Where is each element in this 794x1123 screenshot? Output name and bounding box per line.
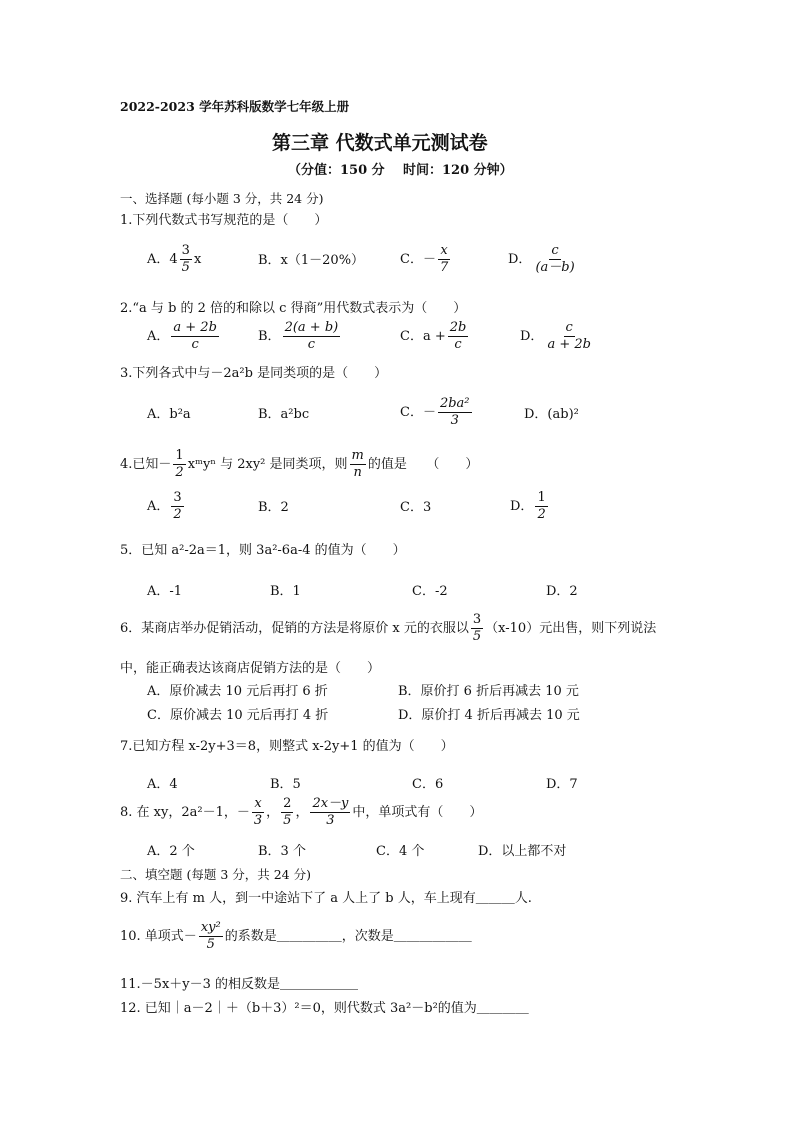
q1-option-b: B．x（1－20%） xyxy=(258,253,365,268)
q1-option-d: D． $\frac{c}{(a-b)}$ xyxy=(508,243,575,275)
q6-stem: 6．某商店举办促销活动，促销的方法是将原价 x 元的衣服以 $\frac{3}{5}$ （x-10）元出售，则下列说法 xyxy=(120,612,657,644)
q5-option-a: A．-1 xyxy=(147,584,183,599)
page-title: 第三章 代数式单元测试卷 xyxy=(272,132,488,154)
q10-text: 10. 单项式－ $\frac{\text{xy²}}{5}$ 的系数是＿＿＿＿＿，次数是＿＿＿＿＿＿ xyxy=(120,920,472,952)
q2-option-b: B． $\frac{2(a + b)}{c}$ xyxy=(258,320,339,352)
q3-stem: 3.下列各式中与－2a²b 是同类项的是（ ） xyxy=(120,366,388,381)
q6-stem-line2: 中，能正确表达该商店促销方法的是（ ） xyxy=(120,661,381,676)
q2-option-d: D． $\frac{c}{a + 2b}$ xyxy=(520,320,591,352)
q8-option-b: B．3 个 xyxy=(258,844,306,859)
q1-option-c: C．－ $\frac{x}{7}$ xyxy=(400,243,449,275)
score-info: （分值：150 分 xyxy=(288,163,385,178)
q9-text: 9. 汽车上有 m 人，到一中途站下了 a 人上了 b 人，车上现有＿＿＿人. xyxy=(120,891,532,906)
q6-option-b: B．原价打 6 折后再减去 10 元 xyxy=(398,684,579,699)
q4-stem: 4.已知－ $\frac{1}{2}$ xᵐyⁿ 与 2xy² 是同类项，则 $\frac{m}{n}$ 的值是 （ ） xyxy=(120,448,479,480)
q8-option-d: D．以上都不对 xyxy=(478,844,567,859)
section-heading-fill: 二、填空题 (每题 3 分，共 24 分) xyxy=(120,867,311,882)
q5-option-c: C．-2 xyxy=(412,584,448,599)
q3-option-c: C．－ $\frac{\text{2ba²}}{3}$ xyxy=(400,396,470,428)
q3-option-a: A．b²a xyxy=(147,407,191,422)
q2-option-c: C．a + $\frac{2b}{c}$ xyxy=(400,320,467,352)
q1-stem: 1.下列代数式书写规范的是（ ） xyxy=(120,213,328,228)
q1-option-a: A．4 $\frac{3}{5}$ x xyxy=(147,243,202,275)
q4-option-a: A． $\frac{3}{2}$ xyxy=(147,490,182,522)
section-heading-choice: 一、选择题 (每小题 3 分，共 24 分) xyxy=(120,191,324,206)
q2-stem: 2.“a 与 b 的 2 倍的和除以 c 得商”用代数式表示为（ ） xyxy=(120,301,467,316)
exam-subtitle: 2022-2023 学年苏科版数学七年级上册 xyxy=(120,99,350,114)
q12-text: 12. 已知｜a－2｜＋（b＋3）²＝0，则代数式 3a²－b²的值为＿＿＿＿ xyxy=(120,1001,529,1016)
q6-option-a: A．原价减去 10 元后再打 6 折 xyxy=(147,684,328,699)
q2-option-a: A． $\frac{a + 2b}{c}$ xyxy=(147,320,217,352)
q8-stem: 8. 在 xy，2a²－1，－ $\frac{x}{3}$ ， $\frac{2}{5}$ ， $\frac{2x-y}{3}$ 中，单项式有（ ） xyxy=(120,796,483,828)
time-info: 时间：120 分钟） xyxy=(403,163,513,178)
q4-option-c: C．3 xyxy=(400,500,432,515)
q5-option-b: B．1 xyxy=(270,584,301,599)
q5-option-d: D．2 xyxy=(546,584,578,599)
q7-option-c: C．6 xyxy=(412,777,444,792)
q4-option-d: D． $\frac{1}{2}$ xyxy=(510,490,546,522)
q7-stem: 7.已知方程 x-2y+3＝8，则整式 x-2y+1 的值为（ ） xyxy=(120,739,454,754)
q6-option-d: D．原价打 4 折后再减去 10 元 xyxy=(398,708,580,723)
q7-option-a: A．4 xyxy=(147,777,178,792)
q7-option-b: B．5 xyxy=(270,777,301,792)
q8-option-a: A．2 个 xyxy=(147,844,195,859)
q5-stem: 5．已知 a²-2a＝1，则 3a²-6a-4 的值为（ ） xyxy=(120,543,406,558)
q3-option-b: B．a²bc xyxy=(258,407,310,422)
q11-text: 11.－5x＋y－3 的相反数是＿＿＿＿＿＿ xyxy=(120,977,359,992)
q7-option-d: D．7 xyxy=(546,777,578,792)
q6-option-c: C．原价减去 10 元后再打 4 折 xyxy=(147,708,329,723)
q4-option-b: B．2 xyxy=(258,500,289,515)
q8-option-c: C．4 个 xyxy=(376,844,425,859)
q3-option-d: D．(ab)² xyxy=(524,407,579,422)
